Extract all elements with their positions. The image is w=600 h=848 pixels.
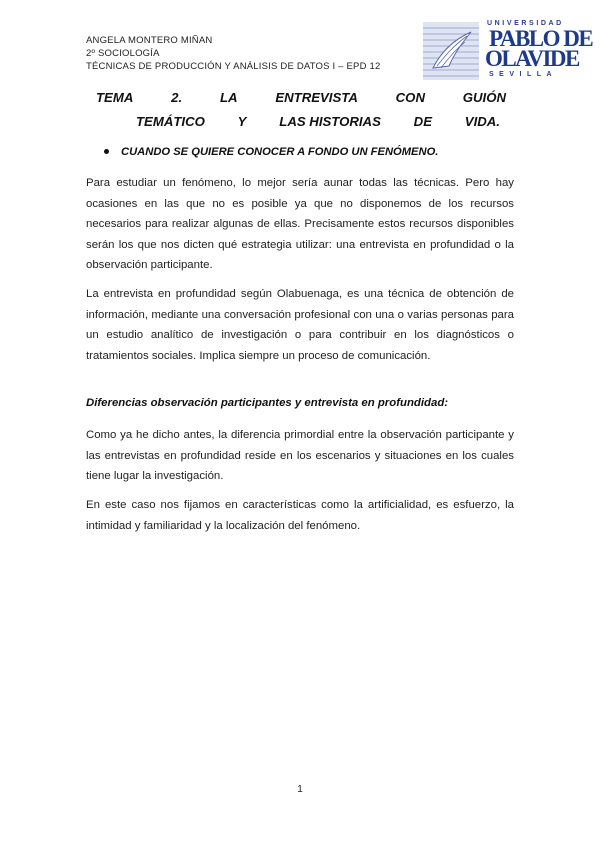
logo-top-text: UNIVERSIDAD	[487, 20, 564, 27]
paragraph-4: En este caso nos fijamos en características como la artificialidad, es esfuerzo, la intimidad y familiaridad y la localización del fenómeno.	[86, 499, 514, 532]
bullet-dot-icon	[104, 149, 109, 154]
logo-name-line1: PABLO DE	[489, 26, 593, 51]
paragraph-2: La entrevista en profundidad según Olabuenaga, es una técnica de obtención de información, mediante una conversación profesional con una o varias personas para un estudio analítico de investigación o para contribuir en los diagnósticos o tratamientos sociales. Implica siempre un proceso de comunicación.	[86, 288, 514, 362]
title-word: CON	[395, 90, 425, 105]
header-author: ANGELA MONTERO MIÑAN	[86, 35, 213, 46]
university-logo	[423, 20, 593, 82]
title-word: VIDA.	[464, 114, 500, 129]
title-line-2	[136, 114, 500, 129]
page-number: 1	[297, 784, 303, 795]
title-word: ENTREVISTA	[275, 90, 358, 105]
title-word: LAS HISTORIAS	[279, 114, 381, 129]
paragraph-3: Como ya he dicho antes, la diferencia primordial entre la observación participante y las entrevistas en profundidad reside en los escenarios y situaciones en los cuales tiene lugar la investigación.	[86, 429, 514, 483]
bullet-text: CUANDO SE QUIERE CONOCER A FONDO UN FENÓMENO.	[121, 146, 439, 158]
title-word: GUIÓN	[462, 90, 506, 105]
title-line-1	[96, 90, 506, 105]
header-course: 2º SOCIOLOGÍA	[86, 48, 160, 59]
title-word: TEMA	[96, 90, 134, 105]
bullet-point	[104, 146, 438, 158]
university-emblem-icon	[423, 22, 479, 80]
title-word: Y	[237, 114, 247, 129]
logo-name-line2: OLAVIDE	[485, 46, 579, 71]
paragraph-1: Para estudiar un fenómeno, lo mejor sería aunar todas las técnicas. Pero hay ocasiones en las que no es posible ya que no disponemos de los recursos necesarios para realizar algunas de ellas. Precisamente estos recursos disponibles serán los que nos dicten qué estrategia utilizar: una entrevista en profundidad o la observación participante.	[86, 177, 514, 272]
title-word: TEMÁTICO	[136, 114, 205, 129]
title-word: 2.	[171, 90, 183, 105]
logo-bottom-text: SEVILLA	[489, 71, 558, 78]
header-subject: TÉCNICAS DE PRODUCCIÓN Y ANÁLISIS DE DATOS I – EPD 12	[86, 61, 381, 72]
title-word: DE	[413, 114, 432, 129]
title-word: LA	[219, 90, 238, 105]
document-header	[86, 34, 380, 73]
section-subheading: Diferencias observación participantes y entrevista en profundidad:	[86, 397, 449, 409]
